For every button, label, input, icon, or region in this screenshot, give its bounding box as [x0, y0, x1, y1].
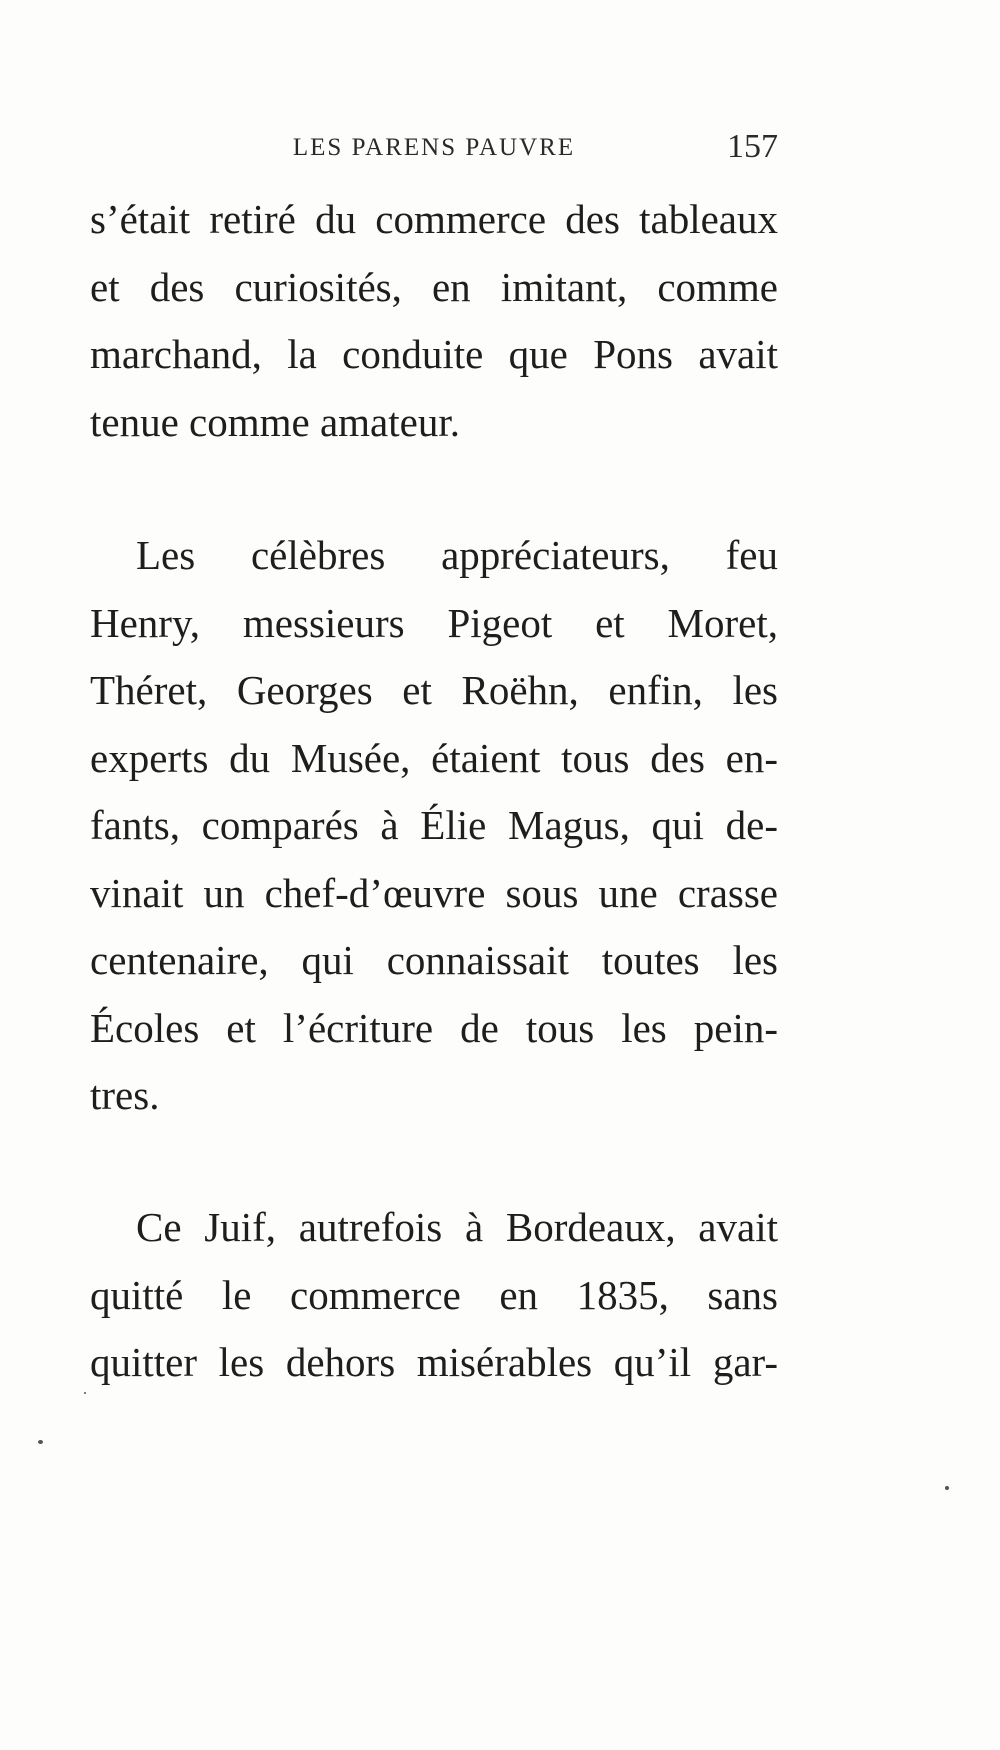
paragraph-2: [90, 522, 778, 1130]
ink-speck: [84, 1392, 86, 1394]
text-line: s’était retiré du commerce des tableaux: [90, 196, 778, 242]
page-number: 157: [727, 128, 778, 165]
text-line: Ce Juif, autrefois à Bordeaux, avait: [136, 1204, 778, 1250]
text-line: Les célèbres appréciateurs, feu: [136, 532, 778, 578]
running-head: [90, 128, 778, 168]
text-line: Théret, Georges et Roëhn, enfin, les: [90, 667, 778, 713]
paragraph-1: [90, 186, 778, 456]
text-line: centenaire, qui connaissait toutes les: [90, 937, 778, 983]
text-line: Henry, messieurs Pigeot et Moret,: [90, 599, 778, 646]
text-line: Écoles et l’écriture de tous les pein-: [90, 1004, 778, 1051]
text-line: vinait un chef-d’œuvre sous une crasse: [90, 869, 778, 916]
text-line: fants, comparés à Élie Magus, qui de-: [90, 802, 778, 848]
text-line: quitter les dehors misérables qu’il gar-: [90, 1339, 778, 1385]
running-title: LES PARENS PAUVRE: [292, 134, 576, 161]
ink-speck: [38, 1440, 43, 1444]
text-line: marchand, la conduite que Pons avait: [90, 331, 778, 377]
text-line: tres.: [90, 1072, 160, 1118]
text-line: tenue comme amateur.: [90, 398, 460, 445]
text-line: quitté le commerce en 1835, sans: [90, 1271, 778, 1318]
text-line: et des curiosités, en imitant, comme: [90, 263, 778, 310]
text-line: experts du Musée, étaient tous des en-: [90, 734, 778, 781]
ink-speck: [945, 1486, 949, 1490]
paragraph-3: [90, 1194, 778, 1397]
